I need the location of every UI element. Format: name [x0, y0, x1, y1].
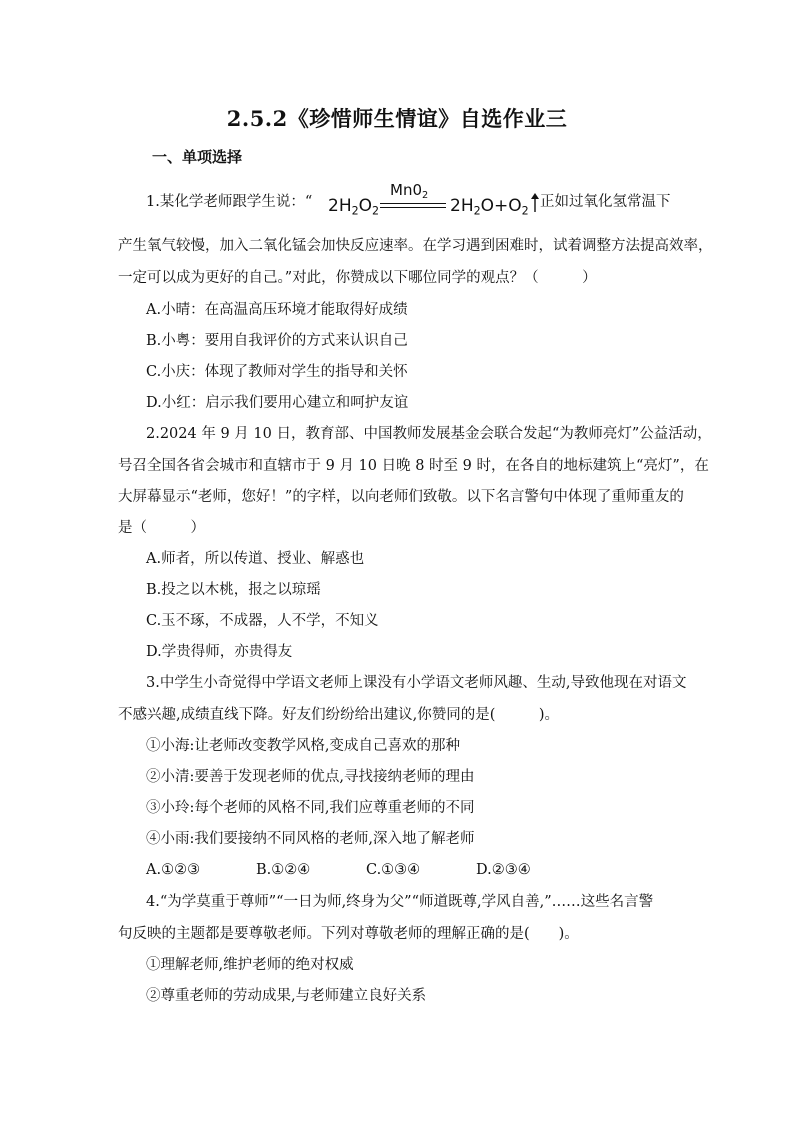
q1-line3: 一定可以成为更好的自己。”对此，你赞成以下哪位同学的观点？（ ）	[118, 270, 597, 286]
equation-products: $2H_2O+O_2$	[450, 196, 529, 218]
equation-equals-top	[380, 203, 446, 204]
q4-line2: 句反映的主题都是要尊敬老师。下列对尊敬老师的理解正确的是( )。	[118, 926, 579, 942]
q4-line1: 4.“为学莫重于尊师”“一日为师,终身为父”“师道既尊,学风自善,”……这些名言警	[146, 894, 654, 910]
q1-line2: 产生氧气较慢，加入二氧化锰会加快反应速率。在学习遇到困难时，试着调整方法提高效率，	[118, 238, 713, 254]
q2-line2: 号召全国各省会城市和直辖市于 9 月 10 日晚 8 时至 9 时，在各自的地标建筑上“亮灯”，在	[118, 458, 709, 474]
chemical-equation	[322, 181, 542, 221]
q1-option-d: D.小红：启示我们要用心建立和呵护友谊	[146, 395, 409, 411]
q4-item-2: ②尊重老师的劳动成果,与老师建立良好关系	[146, 988, 427, 1004]
q1-option-b: B.小粤：要用自我评价的方式来认识自己	[146, 333, 408, 349]
q2-option-c: C.玉不琢，不成器，人不学，不知义	[146, 613, 379, 629]
q3-options	[146, 860, 706, 880]
page-title: 2.5.2《珍惜师生情谊》自选作业三	[226, 106, 568, 131]
q2-option-a: A.师者，所以传道、授业、解惑也	[146, 551, 365, 567]
q3-line1: 3.中学生小奇觉得中学语文老师上课没有小学语文老师风趣、生动,导致他现在对语文	[146, 675, 687, 691]
q3-option-d: D.②③④	[476, 862, 531, 878]
q2-option-d: D.学贵得师，亦贵得友	[146, 644, 293, 660]
q1-prefix: 1.某化学老师跟学生说：“	[146, 194, 313, 210]
equation-equals-bottom	[380, 207, 446, 208]
q1-suffix: 正如过氧化氢常温下	[540, 194, 671, 210]
q1-option-c: C.小庆：体现了教师对学生的指导和关怀	[146, 364, 408, 380]
q3-line2: 不感兴趣,成绩直线下降。好友们纷纷给出建议,你赞同的是( )。	[118, 707, 560, 723]
q3-item-1: ①小海:让老师改变教学风格,变成自己喜欢的那种	[146, 738, 460, 754]
q3-option-a: A.①②③	[146, 862, 201, 878]
q3-item-3: ③小玲:每个老师的风格不同,我们应尊重老师的不同	[146, 800, 475, 816]
q1-option-a: A.小晴：在高温高压环境才能取得好成绩	[146, 302, 408, 318]
q2-line1: 2.2024 年 9 月 10 日，教育部、中国教师发展基金会联合发起“为教师亮灯”公益活动，	[146, 426, 712, 442]
q3-option-b: B.①②④	[256, 862, 311, 878]
q3-item-2: ②小清:要善于发现老师的优点,寻找接纳老师的理由	[146, 769, 475, 785]
equation-catalyst: $Mn0_2$	[390, 181, 429, 201]
q4-item-1: ①理解老师,维护老师的绝对权威	[146, 957, 354, 973]
q2-option-b: B.投之以木桃，报之以琼瑶	[146, 582, 321, 598]
equation-reactant: $2H_2O_2$	[328, 196, 380, 218]
q2-line3: 大屏幕显示“老师，您好！”的字样，以向老师们致敬。以下名言警句中体现了重师重友的	[118, 489, 684, 505]
q3-option-c: C.①③④	[366, 862, 421, 878]
section-heading: 一、单项选择	[152, 148, 243, 166]
q2-line4: 是（ ）	[118, 520, 205, 536]
gas-arrow-icon	[531, 193, 539, 213]
q3-item-4: ④小雨:我们要接纳不同风格的老师,深入地了解老师	[146, 831, 475, 847]
